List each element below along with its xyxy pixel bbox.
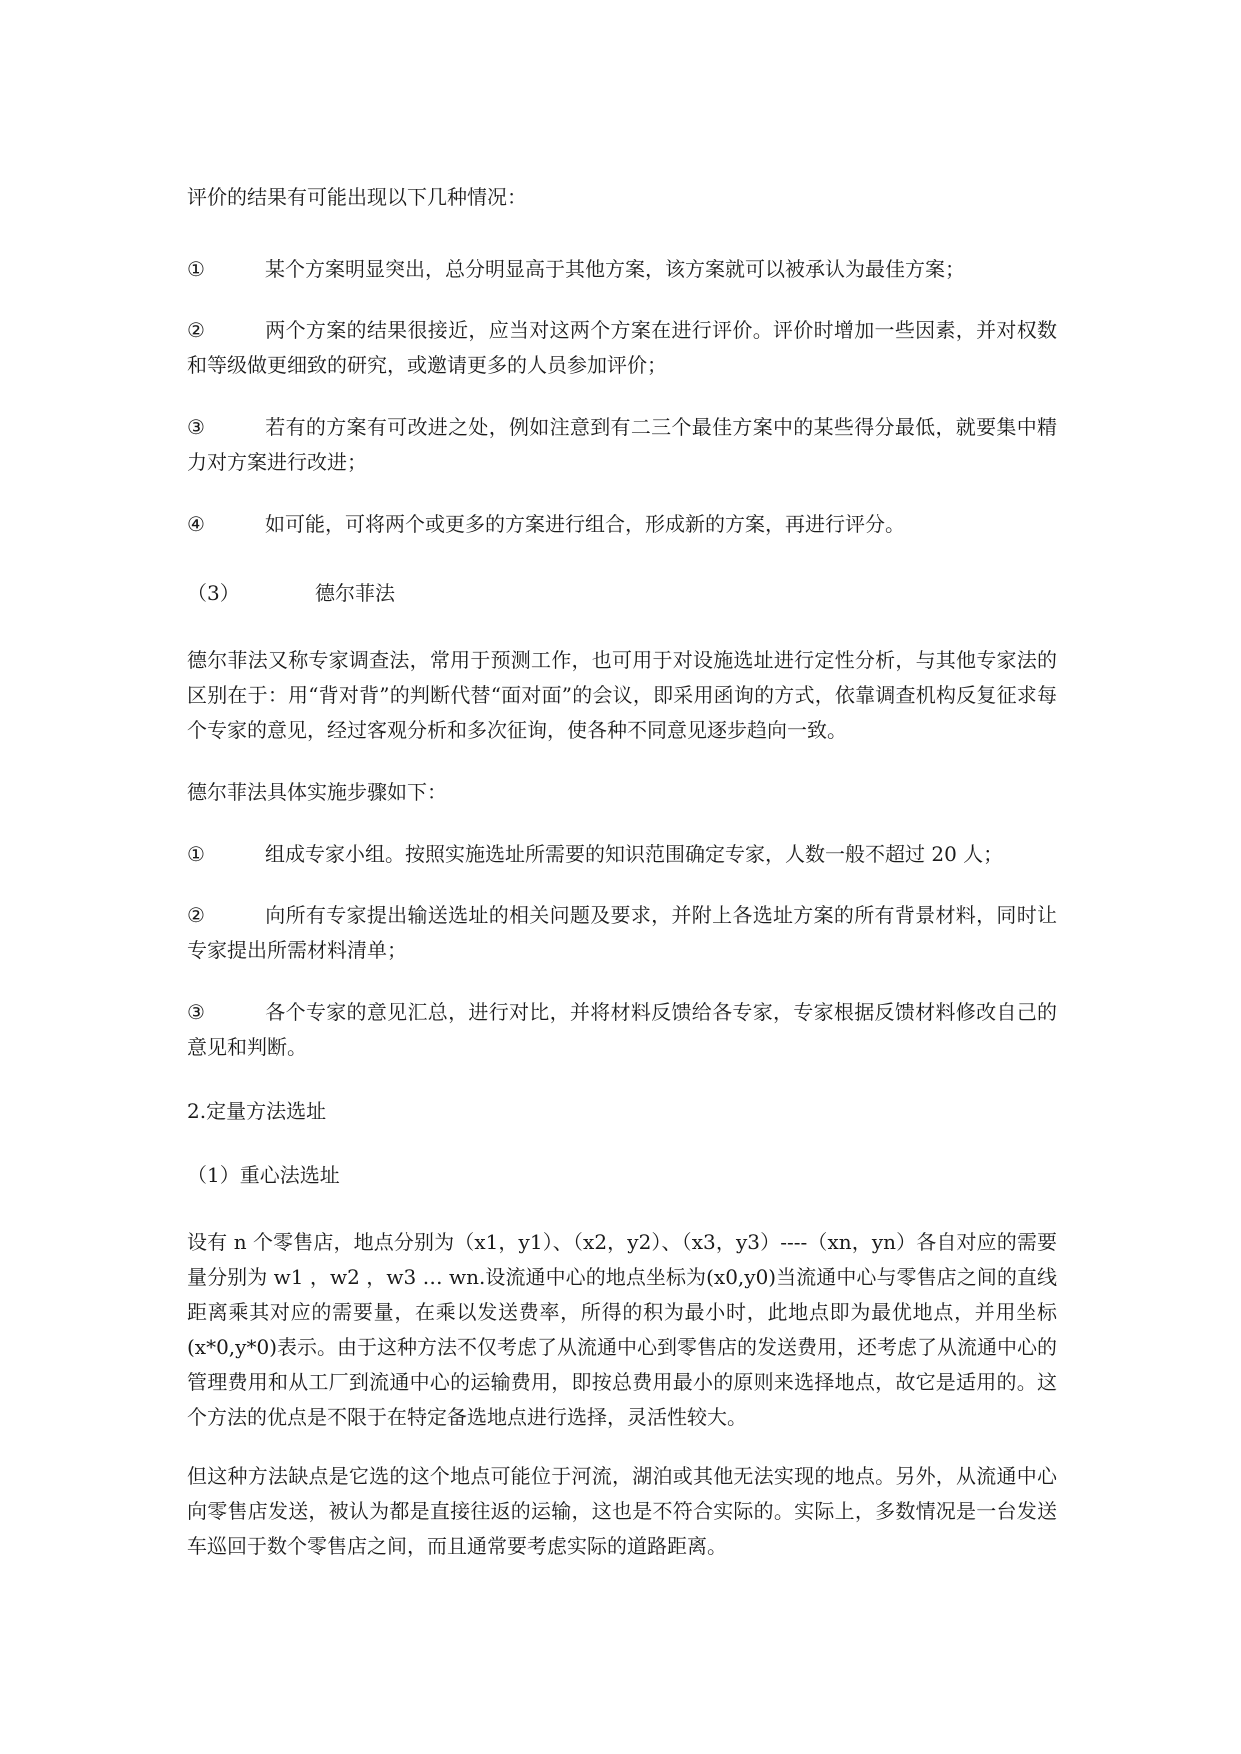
delphi-steps-title: 德尔菲法具体实施步骤如下： [187,780,447,804]
section-2-heading: 2.定量方法选址 [187,1099,327,1123]
step-text: 向所有专家提出输送选址的相关问题及要求，并附上各选址方案的所有背景材料，同时让专家提出所需材料清单； [187,903,1057,962]
step-item-3 [187,995,1057,1065]
case-number: ① [187,257,205,281]
step-number: ③ [187,1000,205,1024]
gravity-method-paragraph: 设有 n 个零售店，地点分别为（x1，y1）、（x2，y2）、（x3，y3）----（xn，yn）各自对应的需要量分别为 w1 ，w2 ，w3 … wn.设流通中心的地点坐标为(x0,y0)当流通中心与零售店之间的直线距离乘其对应的需要量，在乘以发送费率，所得的积为最小时，此地点即为最优地点，并用坐标(x*0,y*0)表示。由于这种方法不仅考虑了从流通中心到零售店的发送费用，还考虑了从流通中心的管理费用和从工厂到流通中心的运输费用，即按总费用最小的原则来选择地点，故它是适用的。这个方法的优点是不限于在特定备选地点进行选择，灵活性较大。 [187,1230,1057,1429]
step-number: ① [187,842,205,866]
case-number: ③ [187,415,205,439]
section-3-heading [187,576,1057,611]
case-text: 某个方案明显突出，总分明显高于其他方案，该方案就可以被承认为最佳方案； [265,257,965,281]
case-number: ② [187,318,205,342]
delphi-intro-paragraph: 德尔菲法又称专家调查法，常用于预测工作，也可用于对设施选址进行定性分析，与其他专家法的区别在于：用“背对背”的判断代替“面对面”的会议，即采用函询的方式，依靠调查机构反复征求每个专家的意见，经过客观分析和多次征询，使各种不同意见逐步趋向一致。 [187,648,1057,742]
step-item-1 [187,837,1057,872]
case-item-2 [187,313,1057,383]
case-item-1 [187,252,1057,287]
step-text: 各个专家的意见汇总，进行对比，并将材料反馈给各专家，专家根据反馈材料修改自己的意见和判断。 [187,1000,1057,1059]
drawback-paragraph: 但这种方法缺点是它选的这个地点可能位于河流，湖泊或其他无法实现的地点。另外，从流通中心向零售店发送，被认为都是直接往返的运输，这也是不符合实际的。实际上，多数情况是一台发送车巡回于数个零售店之间，而且通常要考虑实际的道路距离。 [187,1464,1057,1558]
case-text: 若有的方案有可改进之处，例如注意到有二三个最佳方案中的某些得分最低，就要集中精力对方案进行改进； [187,415,1057,474]
step-item-2 [187,898,1057,968]
case-item-3 [187,410,1057,480]
step-text: 组成专家小组。按照实施选址所需要的知识范围确定专家，人数一般不超过 20 人； [265,842,1004,866]
document-page [187,0,1057,1754]
section-number: （3） [187,581,240,605]
case-number: ④ [187,512,205,536]
intro-paragraph: 评价的结果有可能出现以下几种情况： [187,185,527,209]
case-text: 如可能，可将两个或更多的方案进行组合，形成新的方案，再进行评分。 [265,512,905,536]
case-text: 两个方案的结果很接近，应当对这两个方案在进行评价。评价时增加一些因素，并对权数和等级做更细致的研究，或邀请更多的人员参加评价； [187,318,1057,377]
step-number: ② [187,903,205,927]
case-item-4 [187,507,1057,542]
section-title: 德尔菲法 [315,581,395,605]
subsection-1-heading: （1）重心法选址 [187,1163,340,1187]
